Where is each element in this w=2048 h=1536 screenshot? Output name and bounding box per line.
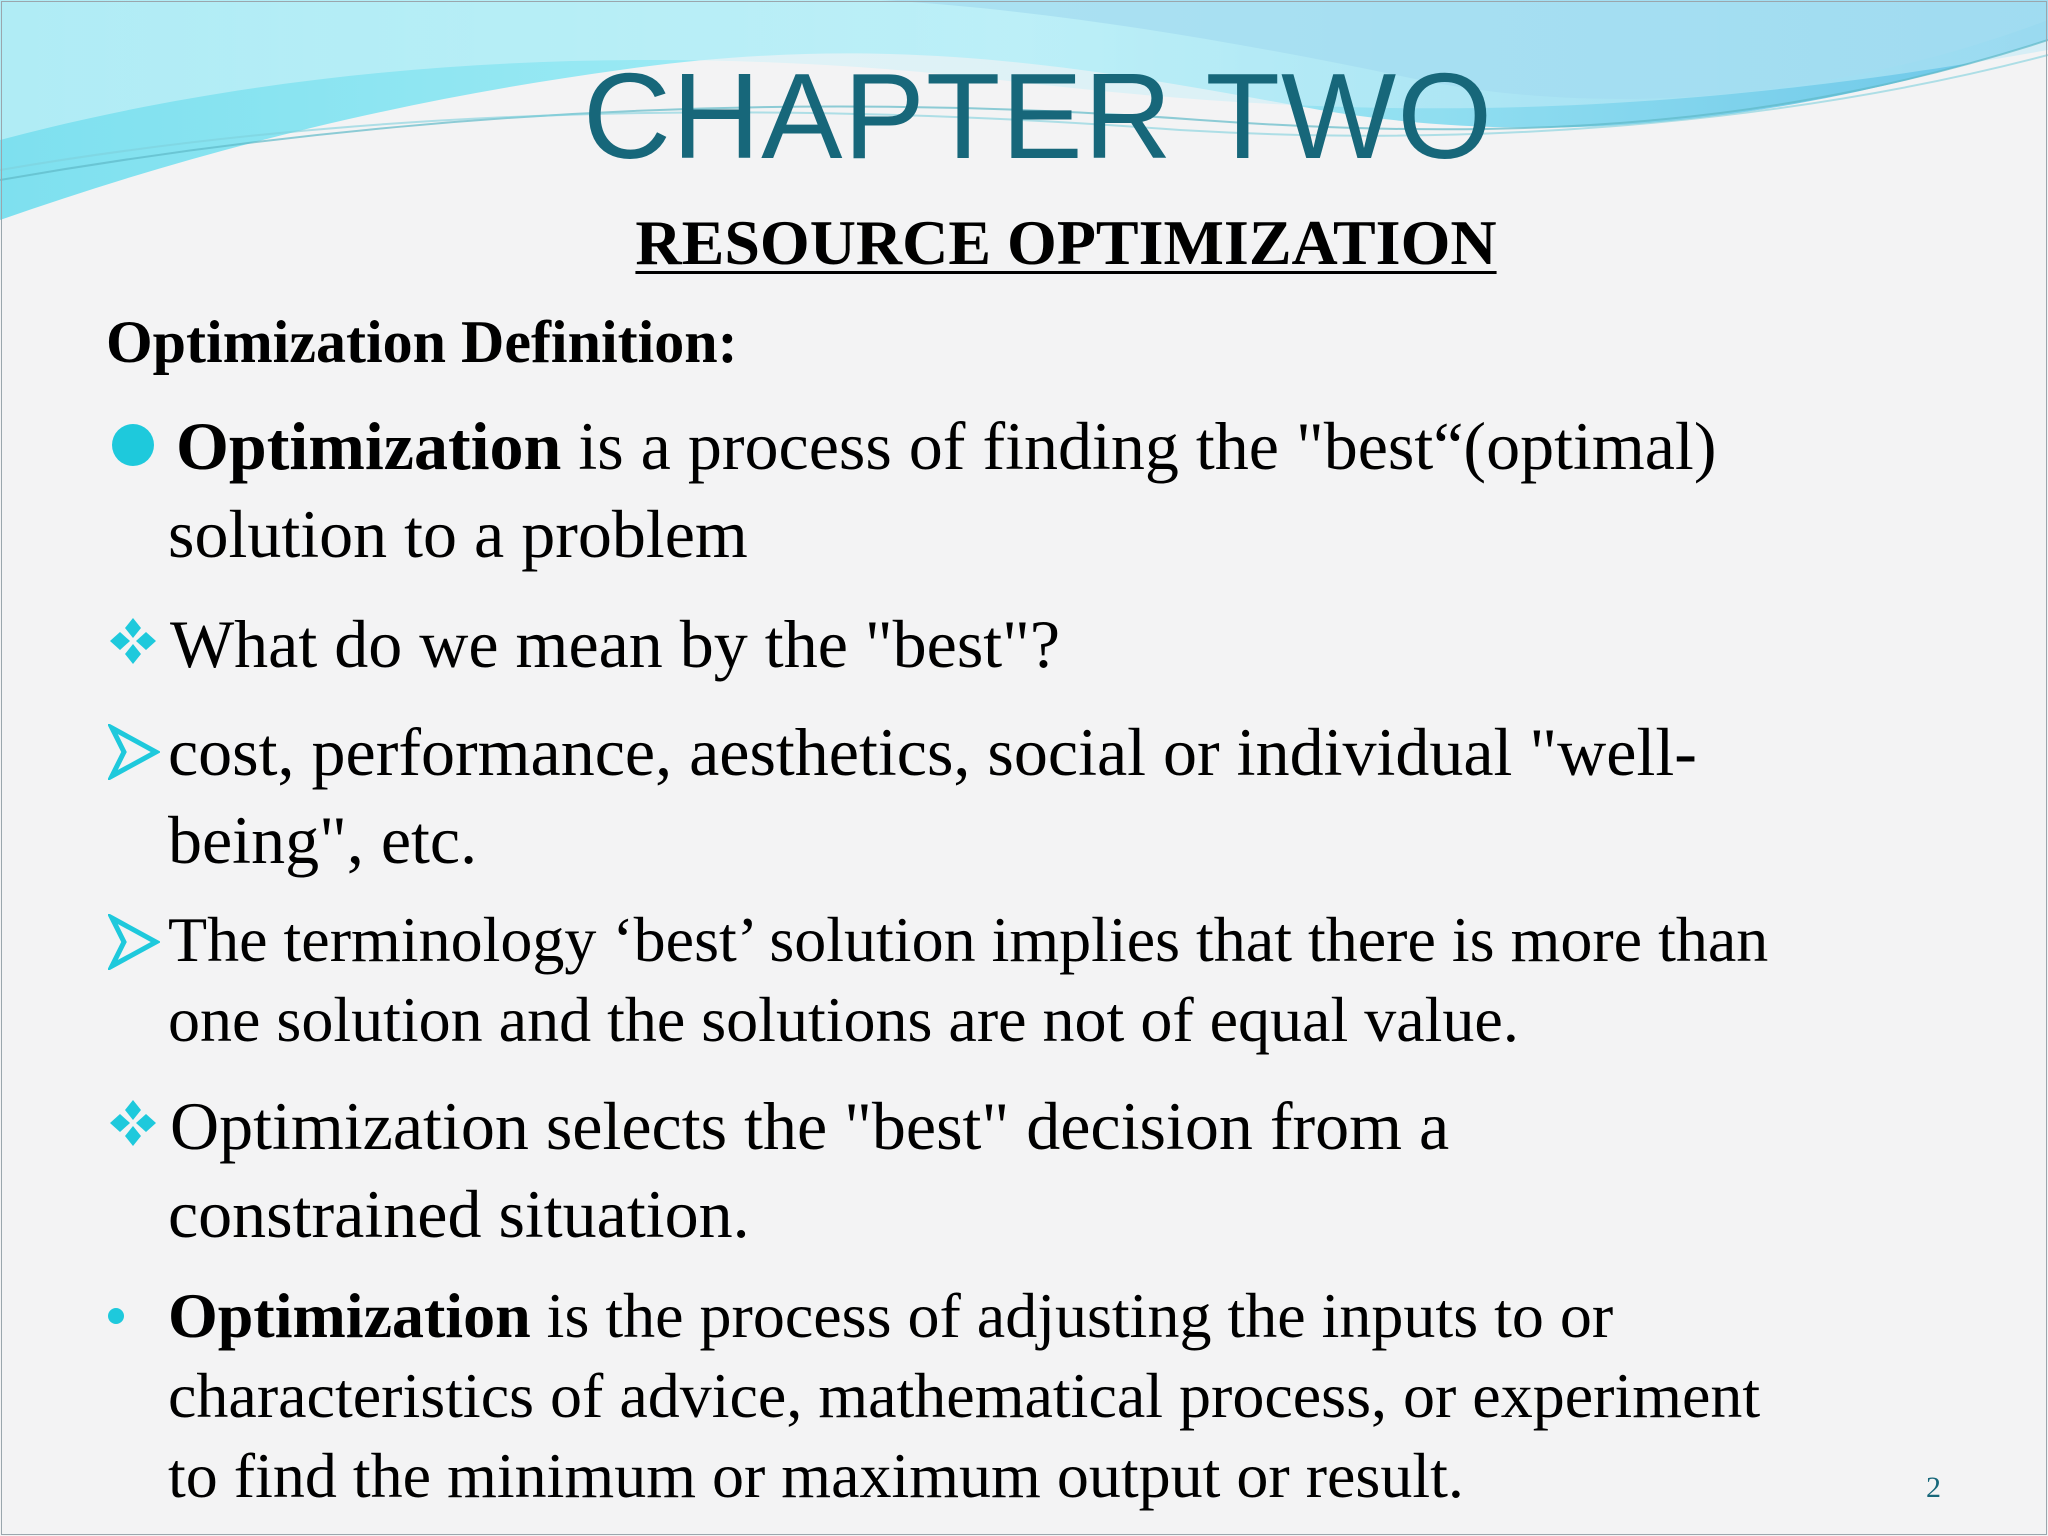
- small-dot-bullet-icon: [108, 1308, 124, 1324]
- slide-subtitle: RESOURCE OPTIMIZATION: [635, 207, 1497, 278]
- four-diamond-bullet-icon: [108, 616, 158, 666]
- item-text-line-1: is a process of finding the "best“(optimal): [561, 408, 1717, 484]
- four-diamond-bullet-icon: [108, 1098, 158, 1148]
- filled-circle-bullet-icon: [112, 424, 154, 466]
- item-text-line-2: constrained situation.: [168, 1176, 750, 1252]
- item-text-line-2: one solution and the solutions are not of equal value.: [168, 984, 1519, 1055]
- arrowhead-bullet-icon: [108, 724, 160, 780]
- arrowhead-bullet-icon: [108, 914, 160, 970]
- item-text-line-2: characteristics of advice, mathematical process, or experiment: [168, 1360, 1761, 1431]
- item-text-line-1: What do we mean by the "best"?: [170, 606, 1061, 682]
- item-text-line-1: cost, performance, aesthetics, social or individual "well-: [168, 714, 1697, 790]
- item-text-line-1: is the process of adjusting the inputs to or: [530, 1280, 1614, 1351]
- item-text-line-2: solution to a problem: [168, 496, 748, 572]
- item-text-line-3: to find the minimum or maximum output or result.: [168, 1440, 1464, 1511]
- item-text-line-1: The terminology ‘best’ solution implies that there is more than: [168, 904, 1769, 975]
- item-text-line-1: Optimization selects the "best" decision from a: [170, 1088, 1450, 1164]
- definition-heading: Optimization Definition:: [106, 309, 738, 375]
- slide-title: CHAPTER TWO: [582, 48, 1494, 184]
- item-text-line-2: being", etc.: [168, 802, 478, 878]
- item-bold-term: Optimization: [176, 408, 562, 484]
- item-bold-term: Optimization: [168, 1280, 531, 1351]
- page-number: 2: [1926, 1471, 1941, 1504]
